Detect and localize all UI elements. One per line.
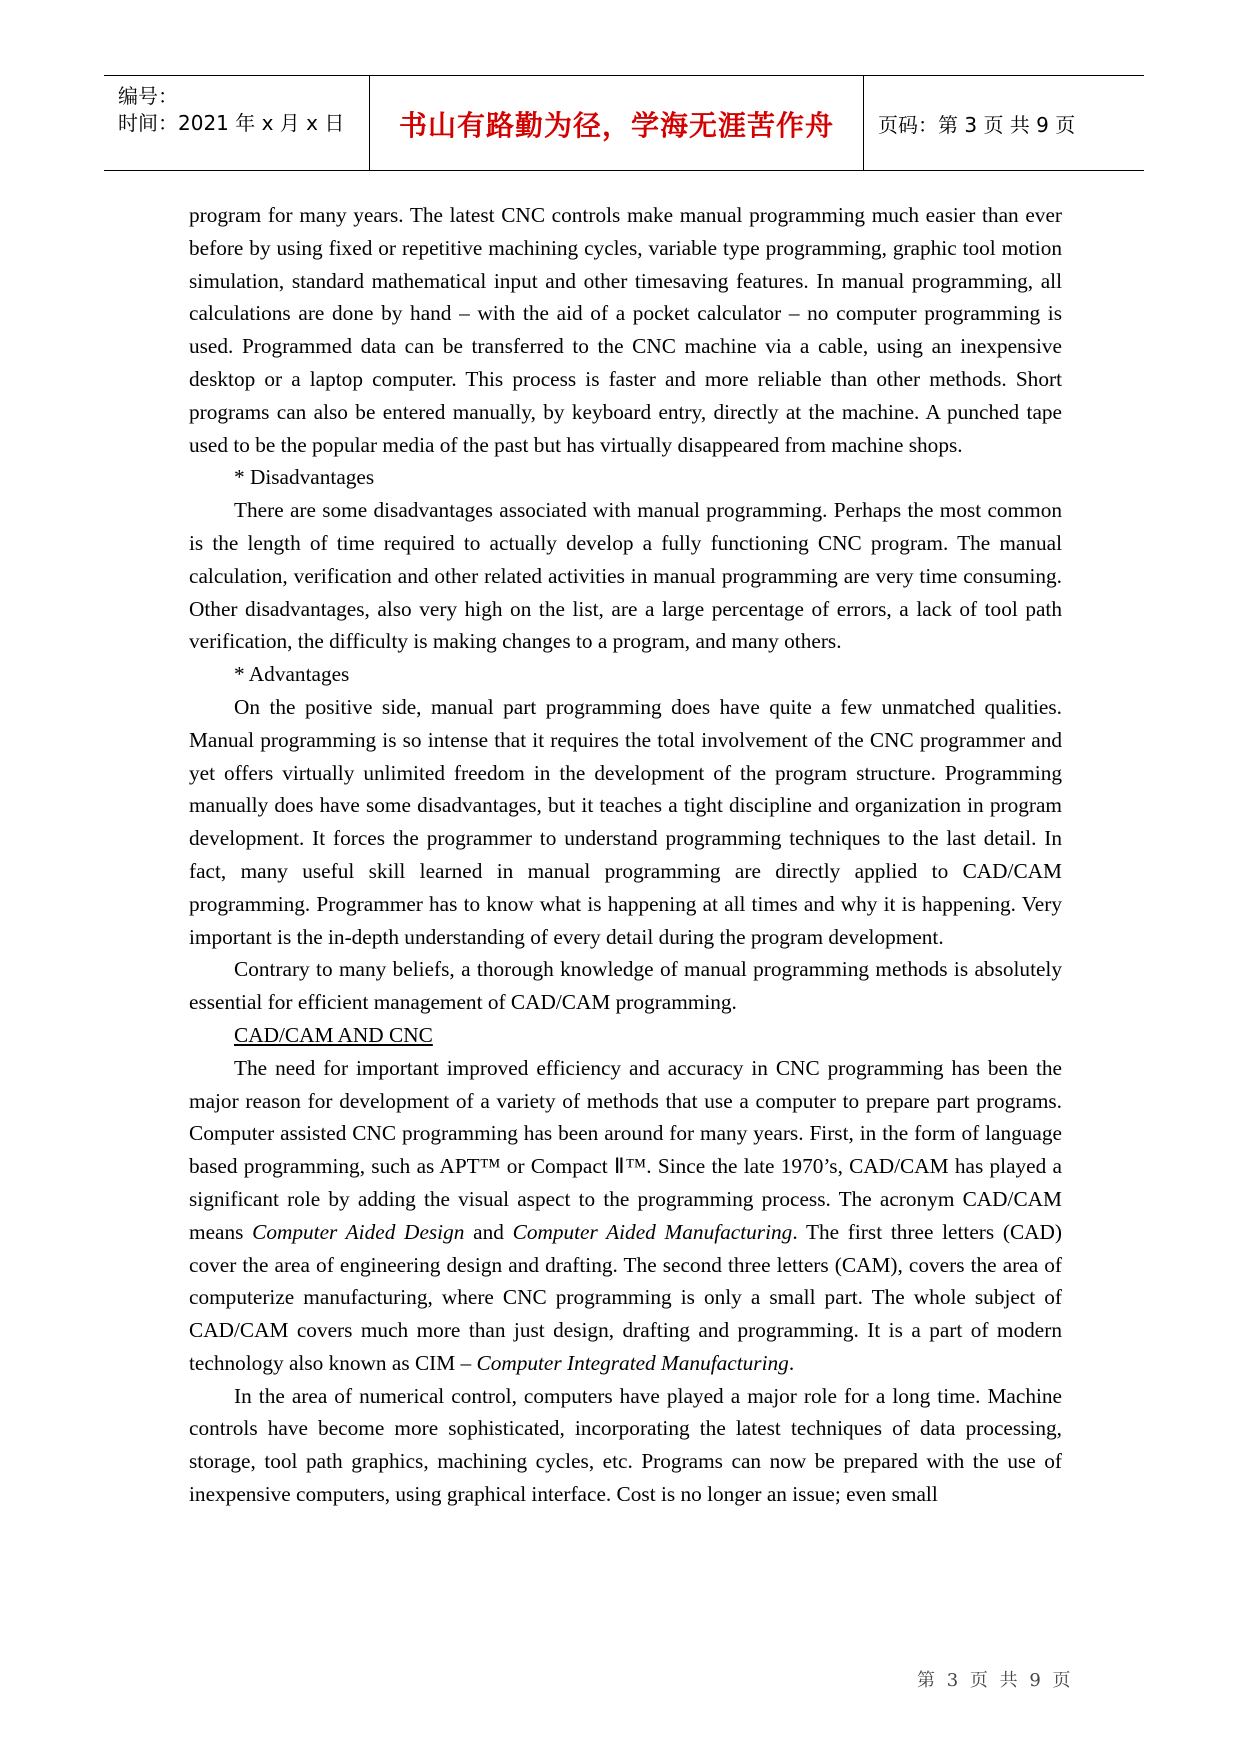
paragraph-contrary: Contrary to many beliefs, a thorough knowledge of manual programming methods is absolutely essential for efficient management of CAD/CAM programming.	[189, 957, 1062, 1015]
paragraph-numerical-control: In the area of numerical control, computers have played a major role for a long time. Machine controls have become more sophisticated, incorporating the latest techniques of data processing, storage, tool path graphics, machining cycles, etc. Programs can now be prepared with the use of inexpensive computers, using graphical interface. Cost is no longer an issue; even small	[189, 1383, 1062, 1507]
paragraph-disadvantages: There are some disadvantages associated with manual programming. Perhaps the most common is the length of time required to actually develop a fully functioning CNC program. The manual calculation, verification and other related activities in manual programming are very time consuming. Other disadvantages, also very high on the list, are a large percentage of errors, a lack of tool path verification, the difficulty is making changes to a program, and many others.	[189, 498, 1062, 654]
heading-advantages: * Advantages	[234, 662, 350, 687]
header-page-indicator: 页码：第 3 页 共 9 页	[878, 113, 1076, 137]
document-number-label: 编号：	[118, 84, 178, 108]
text-run: .	[788, 1350, 795, 1375]
paragraph-advantages: On the positive side, manual part programming does have quite a few unmatched qualities. Manual programming is so intense that it requires the total involvement of the CNC programmer and yet offers virtually unlimited freedom in the development of the program structure. Programming manually does have some disadvantages, but it teaches a tight discipline and organization in program development. It forces the programmer to understand programming techniques to the last detail. In fact, many useful skill learned in manual programming are directly applied to CAD/CAM programming. Programmer has to know what is happening at all times and why it is happening. Very important is the in-depth understanding of every detail during the program development.	[189, 694, 1062, 949]
paragraph-cad-cam	[189, 1052, 1062, 1380]
document-date: 时间：2021 年 x 月 x 日	[118, 111, 345, 135]
heading-cad-cam: CAD/CAM AND CNC	[234, 1022, 433, 1047]
header-page-cell	[864, 76, 1144, 170]
page-header	[104, 75, 1144, 171]
italic-term: Computer Aided Design	[252, 1219, 465, 1244]
text-run: and	[464, 1219, 513, 1244]
header-meta-cell	[104, 76, 369, 170]
heading-disadvantages: * Disadvantages	[234, 465, 375, 490]
document-body	[189, 199, 1062, 1511]
italic-term: Computer Aided Manufacturing	[512, 1219, 793, 1244]
header-motto: 书山有路勤为径，学海无涯苦作舟	[398, 109, 834, 142]
text-run: . The first three letters (CAD) cover the area of engineering design and drafting. The second three letters (CAM), covers the area of computerize manufacturing, where CNC programming is only a small part. The whole subject of CAD/CAM covers much more than just design, drafting and programming. It is a part of modern technology also known as CIM –	[189, 1219, 1063, 1375]
header-motto-cell	[369, 76, 864, 170]
page-footer: 第 3 页 共 9 页	[917, 1670, 1071, 1691]
paragraph-continued: program for many years. The latest CNC controls make manual programming much easier than ever before by using fixed or repetitive machining cycles, variable type programming, graphic tool motion simulation, standard mathematical input and other timesaving features. In manual programming, all calculations are done by hand – with the aid of a pocket calculator – no computer programming is used. Programmed data can be transferred to the CNC machine via a cable, using an inexpensive desktop or a laptop computer. This process is faster and more reliable than other methods. Short programs can also be entered manually, by keyboard entry, directly at the machine. A punched tape used to be the popular media of the past but has virtually disappeared from machine shops.	[189, 203, 1062, 457]
text-run: The need for important improved efficiency and accuracy in CNC programming has been the major reason for development of a variety of methods that use a computer to prepare part programs. Computer assisted CNC programming has been around for many years. First, in the form of language based programming, such as APT™ or Compact Ⅱ™. Since the late 1970’s, CAD/CAM has played a significant role by adding the visual aspect to the programming process. The acronym CAD/CAM means	[189, 1055, 1062, 1244]
italic-term: Computer Integrated Manufacturing	[476, 1350, 789, 1375]
